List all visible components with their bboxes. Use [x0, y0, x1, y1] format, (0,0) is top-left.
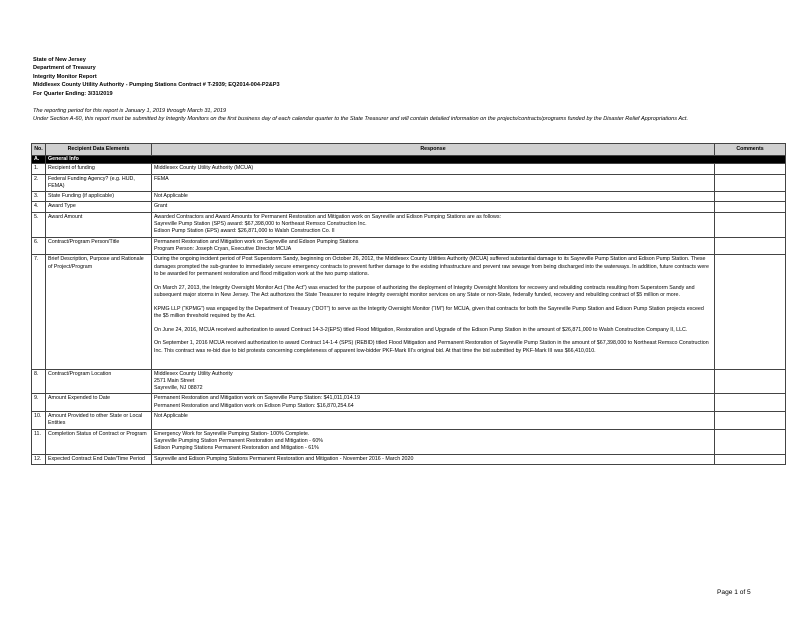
table-row [32, 212, 786, 237]
table-row [32, 412, 786, 430]
response-line: Sayreville Pumping Station Permanent Restoration and Mitigation - 60% [154, 437, 324, 444]
row-number: 8. [32, 369, 46, 394]
response-line: On June 24, 2016, MCUA received authorization to award Contract 14-3-2(EPS) titled Flood Mitigation, Restoration and Upgrade of the Edison Pump Station in the amount of $26,871,000 to Walsh Construction Company II, LLC. [154, 326, 688, 333]
response-cell [152, 429, 715, 454]
response-line: FEMA [154, 175, 169, 182]
table-row [32, 164, 786, 174]
response-cell [152, 255, 715, 369]
response-line: Grant [154, 203, 168, 210]
recipient-data-table [31, 143, 786, 465]
response-line: Middlesex County Utility Authority [154, 370, 233, 377]
response-line: KPMG LLP (“KPMG”) was engaged by the Department of Treasury (“DOT”) to serve as the Integrity Oversight Monitor (“IM”) for MCUA, given that contracts for both the Sayreville Pump Station and Edison Pump Station projects exceed the $5 million threshold required by the Act. [154, 305, 704, 319]
recipient-data-element: State Funding (if applicable) [46, 192, 152, 202]
response-line: Program Person: Joseph Cryan, Executive Director MCUA [154, 245, 292, 252]
table-row [32, 202, 786, 212]
row-number: 9. [32, 394, 46, 412]
response-line: Permanent Restoration and Mitigation work on Edison Pump Station: $16,870,254.64 [154, 402, 354, 409]
header-state: State of New Jersey [33, 57, 86, 63]
response-line: Awarded Contractors and Award Amounts for Permanent Restoration and Mitigation work on Sayreville and Edison Pumping Stations are as follows: [154, 213, 501, 220]
comments-cell [715, 255, 786, 369]
recipient-data-element: Contract/Program Person/Title [46, 237, 152, 255]
response-cell [152, 394, 715, 412]
response-line: Sayreville Pump Station (SPS) award: $67,398,000 to Northeast Remsco Construction Inc. [154, 221, 367, 228]
response-cell [152, 174, 715, 192]
column-header-response: Response [152, 144, 715, 156]
comments-cell [715, 202, 786, 212]
recipient-data-element: Amount Provided to other State or Local Entities [46, 412, 152, 430]
comments-cell [715, 164, 786, 174]
response-cell [152, 164, 715, 174]
response-cell [152, 237, 715, 255]
report-header [33, 56, 688, 124]
page-number: Page 1 of 5 [717, 589, 751, 596]
response-cell [152, 202, 715, 212]
comments-cell [715, 429, 786, 454]
comments-cell [715, 237, 786, 255]
comments-cell [715, 212, 786, 237]
table-row [32, 255, 786, 369]
table-row [32, 454, 786, 464]
row-number: 7. [32, 255, 46, 369]
response-line: On March 27, 2013, the Integrity Oversight Monitor Act (“the Act”) was enacted for the purpose of authorizing the deployment of Integrity Oversight Monitors for recovery and rebuilding contracts resulting from Superstorm Sandy and subsequent major storms in New Jersey. The Act authorizes the State Treasurer to require integrity oversight monitor services on any State or non-State, federally funded, recovery and rebuilding contract of $5 million or more. [154, 284, 695, 298]
section-code: A. [32, 156, 46, 164]
response-line: Permanent Restoration and Mitigation work on Sayreville and Edison Pumping Stations [154, 238, 359, 245]
row-number: 11. [32, 429, 46, 454]
response-cell [152, 192, 715, 202]
row-number: 10. [32, 412, 46, 430]
comments-cell [715, 369, 786, 394]
response-line: On September 1, 2016 MCUA received authorization to award Contract 14-1-4 (SPS) (REBID) titled Flood Mitigation and Permanent Restoration of Sayreville Pump Station in the amount of $67,398,000 to Northeast Remsco Construction Inc. This contract was re-bid due to bid protests concerning completeness of apparent low-bidder PKF-Mark III's original bid. At that time the bid submitted by PKF-Mark III was $66,410,010. [154, 340, 709, 354]
response-line: 2571 Main Street [154, 377, 195, 384]
response-line: Sayreville and Edison Pumping Stations Permanent Restoration and Mitigation - November 2016 - March 2020 [154, 455, 414, 462]
row-number: 3. [32, 192, 46, 202]
row-number: 4. [32, 202, 46, 212]
recipient-data-element: Amount Expended to Date [46, 394, 152, 412]
column-header-element: Recipient Data Elements [46, 144, 152, 156]
recipient-data-element: Award Amount [46, 212, 152, 237]
table-row [32, 394, 786, 412]
comments-cell [715, 454, 786, 464]
recipient-data-element: Award Type [46, 202, 152, 212]
section-label: General Info [46, 156, 786, 164]
header-contract: Middlesex County Utility Authority - Pumping Stations Contract # T-2939; EQ2014-004-P2&P3 [33, 82, 280, 89]
response-line: Emergency Work for Sayreville Pumping Station- 100% Complete. [154, 430, 310, 437]
table-header-row [32, 144, 786, 156]
response-line: Not Applicable [154, 413, 188, 420]
comments-cell [715, 394, 786, 412]
recipient-data-element: Federal Funding Agency? (e.g. HUD, FEMA) [46, 174, 152, 192]
header-department: Department of Treasury [33, 65, 96, 72]
header-report-type: Integrity Monitor Report [33, 73, 97, 80]
row-number: 5. [32, 212, 46, 237]
table-row [32, 174, 786, 192]
section-row-general-info [32, 156, 786, 164]
comments-cell [715, 192, 786, 202]
row-number: 2. [32, 174, 46, 192]
response-line: Sayreville, NJ 08872 [154, 385, 203, 392]
comments-cell [715, 412, 786, 430]
response-line: During the ongoing incident period of Post Superstorm Sandy, beginning on October 26, 2012, the Middlesex County Utilities Authority (MCUA) suffered substantial damage to its Sayreville Pump Station and Edison Pump Station. These damages prompted the sub-grantee to immediately secure emergency contracts to prevent further damage to the existing infrastructure and prevent raw sewage from being discharged into the waterways. In addition, future contracts were to be awarded for permanent restoration and flood mitigation work at the two pump stations. [154, 256, 709, 277]
response-cell [152, 412, 715, 430]
recipient-data-element: Contract/Program Location [46, 369, 152, 394]
reporting-period-note: The reporting period for this report is January 1, 2019 through March 31, 2019 [33, 108, 227, 115]
response-line [154, 361, 712, 367]
table-row [32, 237, 786, 255]
section-a60-note: Under Section A-60, this report must be submitted by Integrity Monitors on the first business day of each calendar quarter to the State Treasurer and will contain detailed information on the projects/contracts/programs funded by the Disaster Relief Appropriations Act. [33, 116, 689, 123]
response-line: Not Applicable [154, 193, 188, 200]
row-number: 1. [32, 164, 46, 174]
response-cell [152, 212, 715, 237]
column-header-comments: Comments [715, 144, 786, 156]
recipient-data-element: Completion Status of Contract or Program [46, 429, 152, 454]
recipient-data-element: Recipient of funding [46, 164, 152, 174]
comments-cell [715, 174, 786, 192]
response-line: Middlesex County Utility Authority (MCUA) [154, 165, 254, 172]
recipient-data-element: Expected Contract End Date/Time Period [46, 454, 152, 464]
response-cell [152, 454, 715, 464]
response-cell [152, 369, 715, 394]
table-row [32, 369, 786, 394]
response-line: Edison Pumping Stations Permanent Restoration and Mitigation - 61% [154, 445, 319, 452]
table-row [32, 429, 786, 454]
recipient-data-element: Brief Description, Purpose and Rationale of Project/Program [46, 255, 152, 369]
header-quarter: For Quarter Ending: 3/31/2019 [33, 90, 113, 97]
column-header-no: No. [32, 144, 46, 156]
response-line: Edison Pump Station (EPS) award: $26,871,000 to Walsh Construction Co. II [154, 228, 335, 235]
row-number: 6. [32, 237, 46, 255]
table-row [32, 192, 786, 202]
row-number: 12. [32, 454, 46, 464]
response-line: Permanent Restoration and Mitigation work on Sayreville Pump Station: $41,011,014.19 [154, 395, 361, 402]
